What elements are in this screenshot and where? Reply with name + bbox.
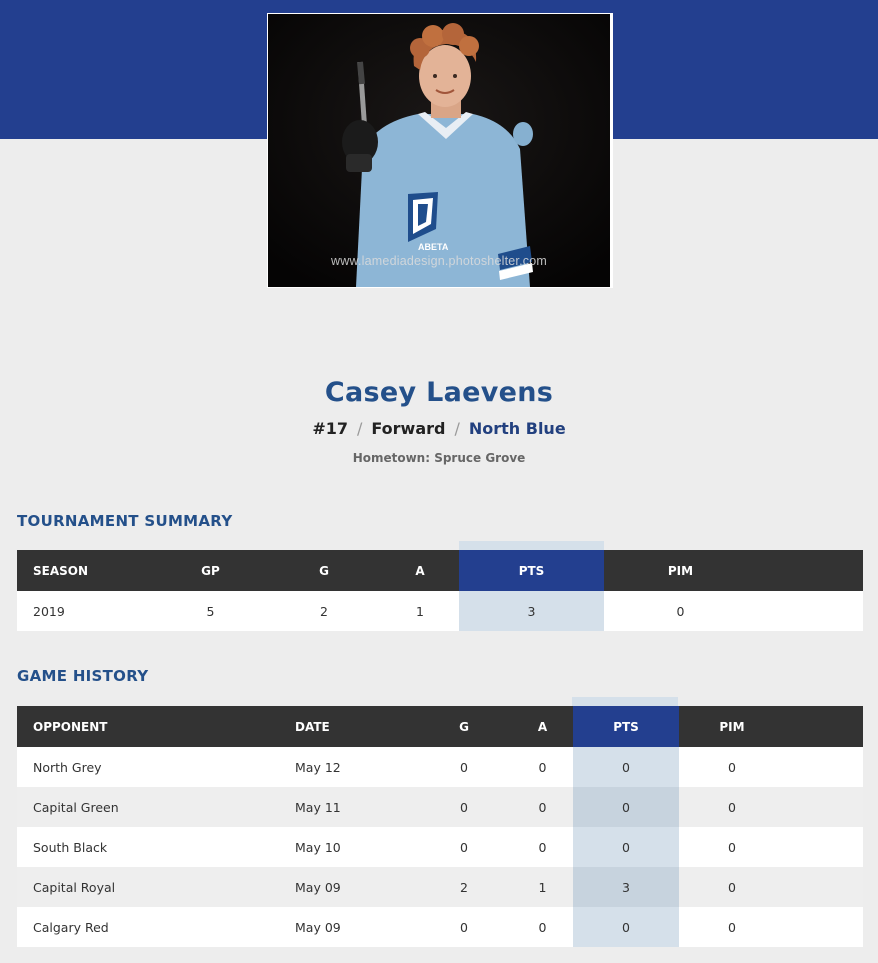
cell-g: 0 <box>416 827 512 867</box>
cell-spacer <box>785 747 863 787</box>
column-header-date[interactable]: DATE <box>279 706 416 747</box>
cell-date: May 09 <box>279 907 416 947</box>
cell-opponent: Capital Green <box>17 787 279 827</box>
player-photo <box>268 14 610 287</box>
table-row <box>17 591 863 631</box>
table-row <box>17 907 863 947</box>
player-team-link[interactable]: North Blue <box>468 419 566 438</box>
cell-g: 0 <box>416 747 512 787</box>
table-header-row <box>17 706 863 747</box>
cell-a: 0 <box>512 907 573 947</box>
column-header-season[interactable]: SEASON <box>17 550 154 591</box>
player-hometown: Hometown: Spruce Grove <box>352 451 526 465</box>
cell-pim: 0 <box>604 591 757 631</box>
cell-pim: 0 <box>679 867 785 907</box>
photo-watermark: www.lamediadesign.photoshelter.com <box>331 254 547 268</box>
cell-spacer <box>785 907 863 947</box>
cell-g: 2 <box>267 591 381 631</box>
column-header-g[interactable]: G <box>416 706 512 747</box>
column-header-spacer <box>785 706 863 747</box>
player-meta <box>0 419 878 438</box>
cell-a: 0 <box>512 747 573 787</box>
cell-g: 0 <box>416 907 512 947</box>
column-header-a[interactable]: A <box>512 706 573 747</box>
jersey-lettering: ABETA <box>418 242 449 252</box>
cell-pts: 3 <box>573 867 679 907</box>
cell-a: 1 <box>381 591 459 631</box>
cell-pts: 0 <box>573 907 679 947</box>
tournament-summary-title: TOURNAMENT SUMMARY <box>17 512 233 530</box>
tournament-summary-table <box>17 550 863 631</box>
column-header-pim[interactable]: PIM <box>679 706 785 747</box>
cell-pts: 0 <box>573 827 679 867</box>
column-header-pim[interactable]: PIM <box>604 550 757 591</box>
cell-date: May 11 <box>279 787 416 827</box>
meta-separator: / <box>356 419 363 438</box>
column-header-gp[interactable]: GP <box>154 550 267 591</box>
column-header-pts[interactable]: PTS <box>573 706 679 747</box>
table-row <box>17 787 863 827</box>
cell-pim: 0 <box>679 907 785 947</box>
table-row <box>17 747 863 787</box>
game-history-table <box>17 706 863 947</box>
cell-spacer <box>757 591 863 631</box>
column-header-pts[interactable]: PTS <box>459 550 604 591</box>
pts-column-highlight <box>459 541 604 550</box>
table-header-row <box>17 550 863 591</box>
cell-season: 2019 <box>17 591 154 631</box>
table-row <box>17 867 863 907</box>
cell-pts: 0 <box>573 787 679 827</box>
pts-column-highlight <box>572 697 678 706</box>
cell-opponent: South Black <box>17 827 279 867</box>
column-header-opponent[interactable]: OPPONENT <box>17 706 279 747</box>
cell-pim: 0 <box>679 787 785 827</box>
player-name: Casey Laevens <box>324 377 554 408</box>
cell-spacer <box>785 787 863 827</box>
cell-opponent: Calgary Red <box>17 907 279 947</box>
cell-g: 2 <box>416 867 512 907</box>
cell-a: 0 <box>512 787 573 827</box>
meta-separator: / <box>454 419 460 438</box>
cell-a: 0 <box>512 827 573 867</box>
cell-opponent: North Grey <box>17 747 279 787</box>
cell-pts: 0 <box>573 747 679 787</box>
cell-a: 1 <box>512 867 573 907</box>
game-history-title: GAME HISTORY <box>17 667 149 685</box>
cell-pts: 3 <box>459 591 604 631</box>
cell-g: 0 <box>416 787 512 827</box>
column-header-a[interactable]: A <box>381 550 459 591</box>
cell-date: May 12 <box>279 747 416 787</box>
cell-spacer <box>785 827 863 867</box>
table-row <box>17 827 863 867</box>
cell-spacer <box>785 867 863 907</box>
cell-pim: 0 <box>679 827 785 867</box>
player-number: #17 <box>312 419 348 438</box>
column-header-spacer <box>757 550 863 591</box>
player-position: Forward <box>371 419 446 438</box>
player-photo-illustration <box>268 14 610 287</box>
cell-date: May 09 <box>279 867 416 907</box>
column-header-g[interactable]: G <box>267 550 381 591</box>
cell-pim: 0 <box>679 747 785 787</box>
cell-date: May 10 <box>279 827 416 867</box>
cell-gp: 5 <box>154 591 267 631</box>
player-photo-frame <box>267 13 613 288</box>
cell-opponent: Capital Royal <box>17 867 279 907</box>
